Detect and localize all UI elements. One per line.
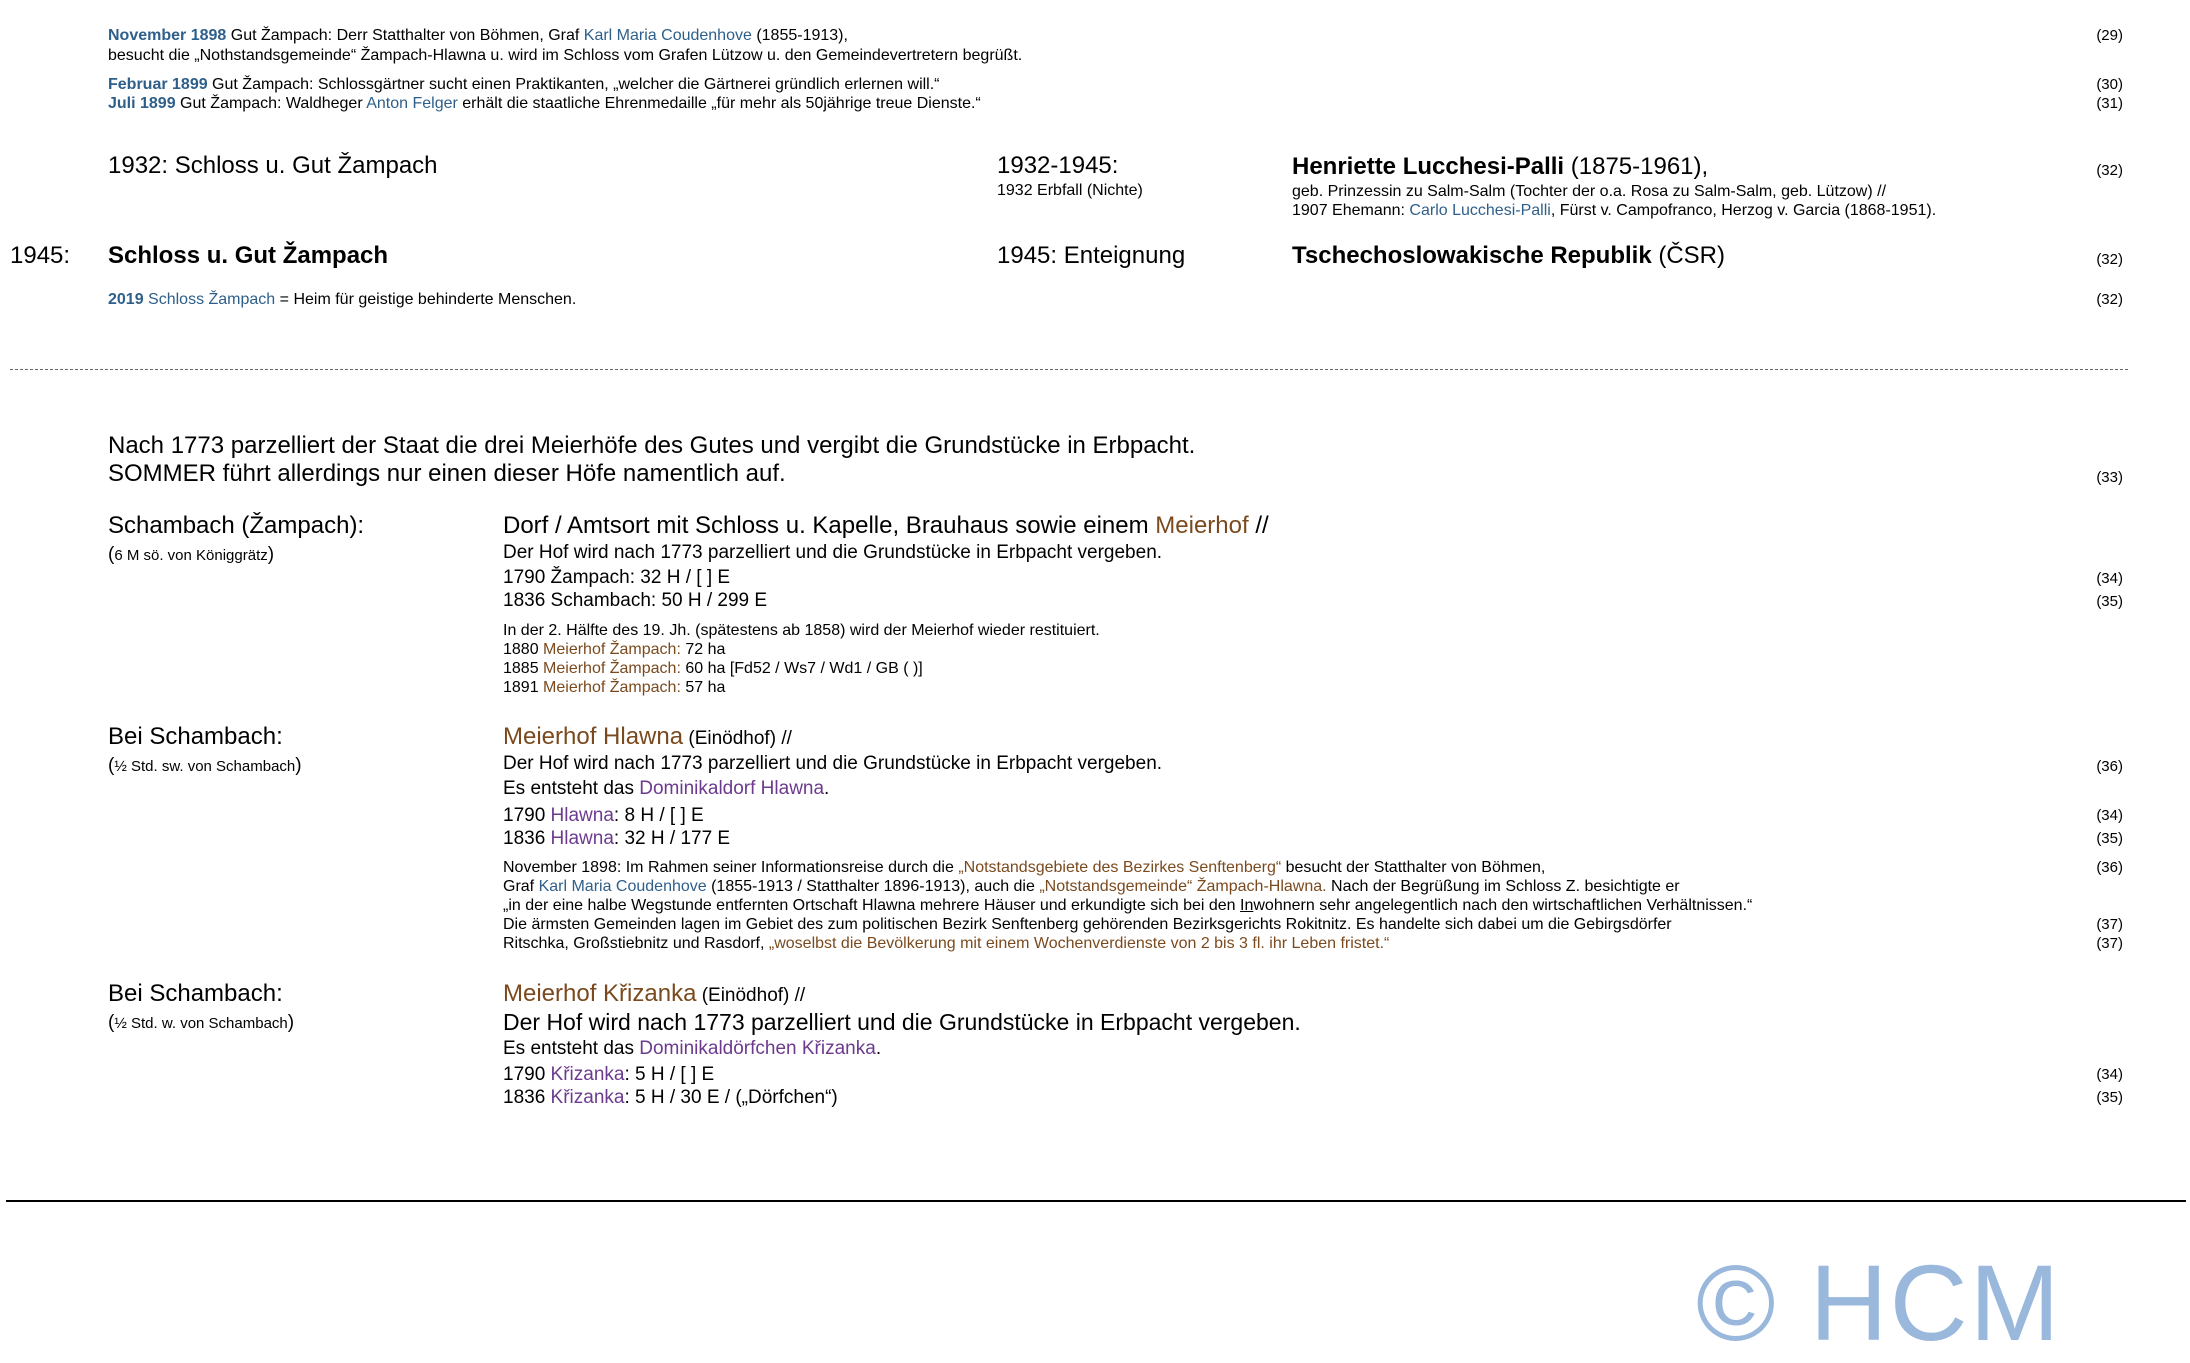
census-1836: 1836 Schambach: 50 H / 299 E (503, 590, 768, 611)
history-line-1: November 1898: Im Rahmen seiner Informationsreise durch die „Notstandsgebiete des Bezirkes Senftenberg“ besucht der Statthalter von Böhmen, (503, 859, 1546, 876)
source-link[interactable]: „woselbst die Bevölkerung mit einem Wochenverdienste von 2 bis 3 fl. ihr Leben fristet.“ (768, 935, 1390, 952)
intro-line-1: Nach 1773 parzelliert der Staat die drei Meierhöfe des Gutes und vergibt die Grundstücke in Erbpacht. (108, 432, 1196, 459)
person-link[interactable]: Carlo Lucchesi-Palli (1409, 202, 1551, 219)
source-link[interactable]: „Notstandsgemeinde“ Žampach-Hlawna. (1039, 878, 1327, 895)
village-link[interactable]: Dominikaldorf Hlawna (639, 778, 825, 799)
note-1885: 1885 Meierhof Žampach: 60 ha [Fd52 / Ws7 / Wd1 / GB ( )] (503, 660, 923, 677)
entry-date: Juli 1899 (108, 95, 176, 112)
owner-name: Tschechoslowakische Republik (ČSR) (1292, 242, 1725, 269)
reference-number: (37) (2096, 935, 2123, 952)
place-name: Bei Schambach: (108, 723, 283, 750)
place-location: (6 M sö. von Königgrätz) (108, 544, 275, 565)
owner-period-note: 1932 Erbfall (Nichte) (997, 182, 1143, 199)
history-line-2: Graf Karl Maria Coudenhove (1855-1913 / Statthalter 1896-1913), auch die „Notstandsgemeinde“ Žampach-Hlawna. Nach der Begrüßung im Schloss Z. besichtigte er (503, 878, 1680, 895)
reference-number: (36) (2096, 859, 2123, 876)
meierhof-link[interactable]: Meierhof Žampach: (543, 679, 681, 696)
entry-nov-1898-line2: besucht die „Nothstandsgemeinde“ Žampach-Hlawna u. wird im Schloss vom Grafen Lützow u. den Gemeindevertretern begrüßt. (108, 47, 1023, 64)
source-link[interactable]: „Notstandsgebiete des Bezirkes Senftenberg“ (958, 859, 1282, 876)
village-link[interactable]: Křizanka (550, 1087, 625, 1108)
census-1836: 1836 Hlawna: 32 H / 177 E (503, 828, 731, 849)
meierhof-link[interactable]: Meierhof Hlawna (503, 723, 684, 750)
census-1790: 1790 Žampach: 32 H / [ ] E (503, 567, 731, 588)
history-line-4: Die ärmsten Gemeinden lagen im Gebiet des zum politischen Bezirk Senftenberg gehörenden Bezirksgerichts Rokitnitz. Es handelte sich dabei um die Gebirgsdörfer (503, 916, 1672, 933)
reference-number: (30) (2096, 76, 2123, 93)
place-title: Dorf / Amtsort mit Schloss u. Kapelle, Brauhaus sowie einem Meierhof // (503, 512, 1269, 539)
place-village: Es entsteht das Dominikaldorf Hlawna. (503, 778, 830, 799)
note-1880: 1880 Meierhof Žampach: 72 ha (503, 641, 726, 658)
entry-jul-1899: Juli 1899 Gut Žampach: Waldheger Anton Felger erhält die staatliche Ehrenmedaille „für mehr als 50jährige treue Dienste.“ (108, 95, 981, 112)
place-title: Meierhof Křizanka (Einödhof) // (503, 980, 806, 1007)
entry-2019: 2019 Schloss Žampach = Heim für geistige behinderte Menschen. (108, 291, 577, 308)
entry-nov-1898: November 1898 Gut Žampach: Derr Statthalter von Böhmen, Graf Karl Maria Coudenhove (1855-1913), (108, 27, 848, 44)
place-link[interactable]: Schloss Žampach (143, 291, 276, 308)
reference-number: (34) (2096, 570, 2123, 587)
person-link[interactable]: Karl Maria Coudenhove (538, 878, 707, 895)
owner-period: 1945: Enteignung (997, 242, 1186, 269)
place-description: Der Hof wird nach 1773 parzelliert und die Grundstücke in Erbpacht vergeben. (503, 542, 1163, 563)
census-1790: 1790 Hlawna: 8 H / [ ] E (503, 805, 704, 826)
place-name: Schambach (Žampach): (108, 512, 365, 539)
reference-number: (32) (2096, 291, 2123, 308)
owner-name: Henriette Lucchesi-Palli (1875-1961), (1292, 153, 1709, 180)
reference-number: (32) (2096, 251, 2123, 268)
reference-number: (31) (2096, 95, 2123, 112)
place-title: Meierhof Hlawna (Einödhof) // (503, 723, 792, 750)
reference-number: (33) (2096, 469, 2123, 486)
note-1891: 1891 Meierhof Žampach: 57 ha (503, 679, 726, 696)
village-link[interactable]: Křizanka (550, 1064, 625, 1085)
owner-row-year: 1945: (10, 242, 71, 269)
entry-feb-1899: Februar 1899 Gut Žampach: Schlossgärtner sucht einen Praktikanten, „welcher die Gärtnerei gründlich erlernen will.“ (108, 76, 940, 93)
reference-number: (29) (2096, 27, 2123, 44)
meierhof-link[interactable]: Meierhof Křizanka (503, 980, 697, 1007)
copyright-watermark: © HCM (1696, 1242, 2062, 1363)
reference-number: (35) (2096, 1089, 2123, 1106)
place-description: Der Hof wird nach 1773 parzelliert und die Grundstücke in Erbpacht vergeben. (503, 753, 1163, 774)
footer-divider (6, 1200, 2186, 1202)
note-restitution: In der 2. Hälfte des 19. Jh. (spätestens ab 1858) wird der Meierhof wieder restituiert. (503, 622, 1100, 639)
place-village: Es entsteht das Dominikaldörfchen Křizanka. (503, 1038, 882, 1059)
owner-row-title: 1932: Schloss u. Gut Žampach (108, 152, 438, 179)
entry-date: November 1898 (108, 27, 227, 44)
person-link[interactable]: Karl Maria Coudenhove (583, 27, 752, 44)
reference-number: (34) (2096, 807, 2123, 824)
meierhof-link[interactable]: Meierhof Žampach: (543, 660, 681, 677)
entry-date: Februar 1899 (108, 76, 208, 93)
census-1790: 1790 Křizanka: 5 H / [ ] E (503, 1064, 715, 1085)
owner-period: 1932-1945: (997, 152, 1119, 179)
meierhof-link[interactable]: Meierhof (1155, 512, 1249, 539)
dashed-divider (10, 369, 2128, 370)
reference-number: (36) (2096, 758, 2123, 775)
meierhof-link[interactable]: Meierhof Žampach: (543, 641, 681, 658)
reference-number: (32) (2096, 162, 2123, 179)
history-line-3: „in der eine halbe Wegstunde entfernten Ortschaft Hlawna mehrere Häuser und erkundigte sich bei den Inwohnern sehr angelegentlich nach den wirtschaftlichen Verhältnissen.“ (503, 897, 1753, 914)
history-line-5: Ritschka, Großstiebnitz und Rasdorf, „woselbst die Bevölkerung mit einem Wochenverdienste von 2 bis 3 fl. ihr Leben fristet.“ (503, 935, 1390, 952)
owner-detail: geb. Prinzessin zu Salm-Salm (Tochter der o.a. Rosa zu Salm-Salm, geb. Lützow) // (1292, 183, 1887, 200)
person-link[interactable]: Anton Felger (366, 95, 458, 112)
reference-number: (37) (2096, 916, 2123, 933)
entry-date: 2019 (108, 291, 144, 308)
village-link[interactable]: Hlawna (550, 805, 614, 826)
reference-number: (34) (2096, 1066, 2123, 1083)
owner-spouse: 1907 Ehemann: Carlo Lucchesi-Palli, Fürst v. Campofranco, Herzog v. Garcia (1868-1951). (1292, 202, 1937, 219)
place-description: Der Hof wird nach 1773 parzelliert und die Grundstücke in Erbpacht vergeben. (503, 1009, 1301, 1035)
place-name: Bei Schambach: (108, 980, 283, 1007)
census-1836: 1836 Křizanka: 5 H / 30 E / („Dörfchen“) (503, 1087, 838, 1108)
reference-number: (35) (2096, 593, 2123, 610)
owner-row-title: Schloss u. Gut Žampach (108, 242, 389, 269)
reference-number: (35) (2096, 830, 2123, 847)
village-link[interactable]: Hlawna (550, 828, 614, 849)
place-location: (½ Std. w. von Schambach) (108, 1012, 295, 1033)
intro-line-2: SOMMER führt allerdings nur einen dieser Höfe namentlich auf. (108, 460, 786, 487)
village-link[interactable]: Dominikaldörfchen Křizanka (639, 1038, 876, 1059)
place-location: (½ Std. sw. von Schambach) (108, 755, 302, 776)
